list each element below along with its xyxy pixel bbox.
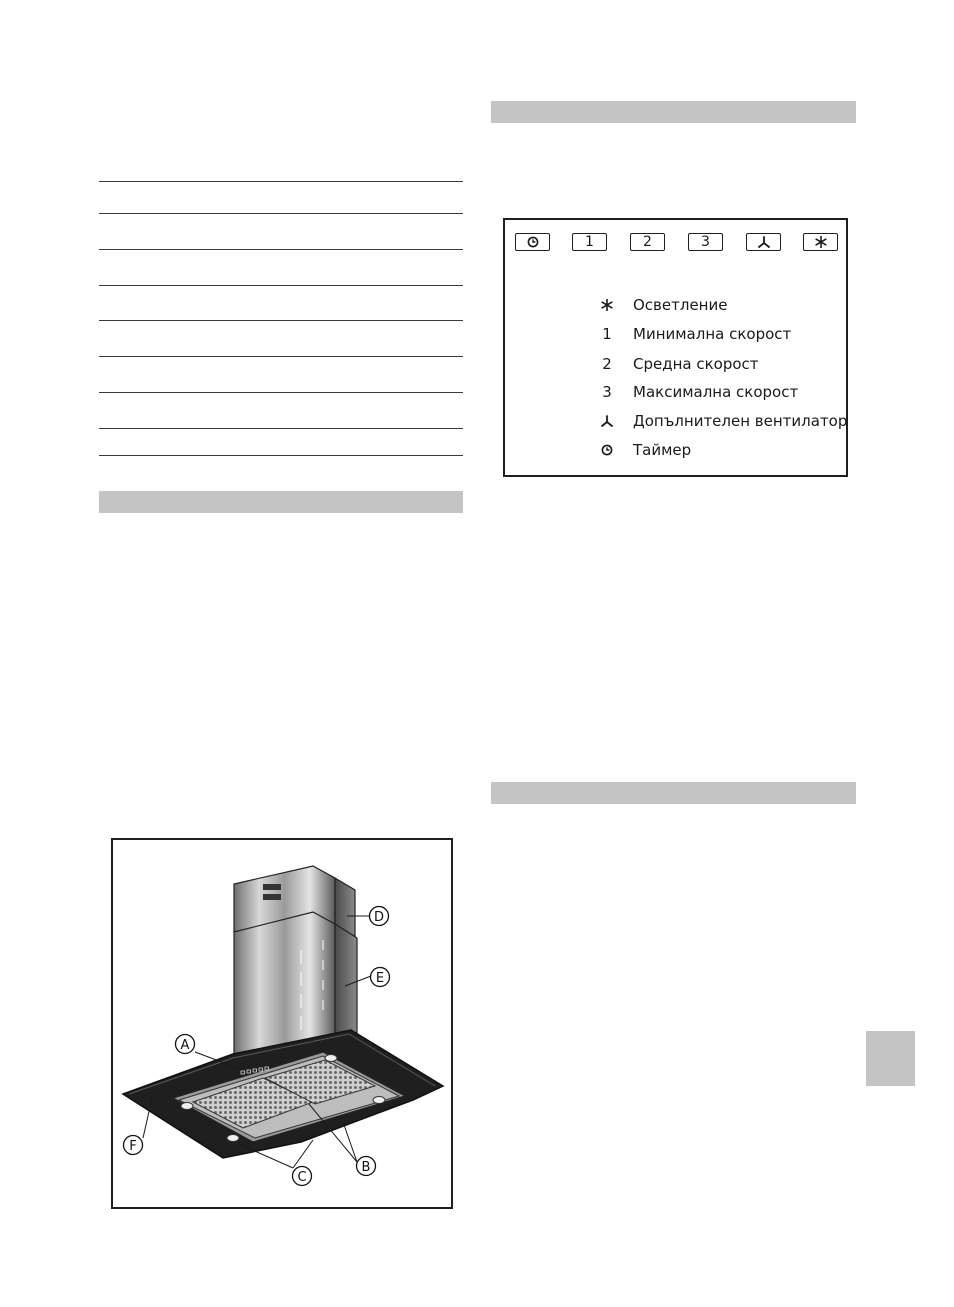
legend-item	[597, 379, 798, 405]
legend-text: Максимална скорост	[633, 383, 799, 401]
legend-item	[597, 437, 691, 463]
section-bar-right-top	[491, 101, 856, 123]
legend-item	[597, 408, 847, 434]
table-rule	[99, 455, 463, 456]
callout-c: C	[297, 1170, 307, 1185]
callout-a: A	[180, 1038, 190, 1053]
legend-text: Минимална скорост	[633, 325, 792, 343]
table-rule	[99, 213, 463, 214]
legend-text: Таймер	[633, 441, 692, 459]
speed-3-button[interactable]: 3	[688, 233, 723, 251]
legend-symbol: 3	[602, 383, 612, 401]
light-button[interactable]	[803, 233, 838, 251]
callouts	[113, 840, 451, 1207]
control-panel-diagram	[503, 218, 848, 477]
table-rule	[99, 428, 463, 429]
legend-item	[597, 321, 791, 347]
legend-text: Допълнителен вентилатор	[633, 412, 848, 430]
callout-b: B	[361, 1160, 371, 1175]
speed-1-button[interactable]: 1	[572, 233, 607, 251]
asterisk-icon	[815, 236, 827, 248]
legend-symbol: 1	[602, 325, 612, 343]
section-bar-left	[99, 491, 463, 513]
table-rule	[99, 249, 463, 250]
table-rule	[99, 285, 463, 286]
legend-item	[597, 292, 727, 318]
callout-e: E	[375, 971, 385, 986]
page-tab-marker	[866, 1031, 915, 1086]
legend-text: Средна скорост	[633, 355, 759, 373]
table-rule	[99, 181, 463, 182]
extra-fan-button[interactable]	[746, 233, 781, 251]
asterisk-icon	[597, 299, 617, 311]
table-rule	[99, 356, 463, 357]
timer-button[interactable]	[515, 233, 550, 251]
clock-icon	[597, 444, 617, 456]
legend-symbol: 2	[602, 355, 612, 373]
table-rule	[99, 392, 463, 393]
clock-icon	[527, 236, 539, 248]
fan-icon	[757, 236, 771, 248]
legend-item	[597, 351, 759, 377]
legend-text: Осветление	[633, 296, 728, 314]
callout-f: F	[129, 1139, 137, 1154]
fan-icon	[597, 415, 617, 427]
section-bar-right-bottom	[491, 782, 856, 804]
hood-illustration	[111, 838, 453, 1209]
speed-2-button[interactable]: 2	[630, 233, 665, 251]
callout-d: D	[373, 910, 385, 925]
table-rule	[99, 320, 463, 321]
